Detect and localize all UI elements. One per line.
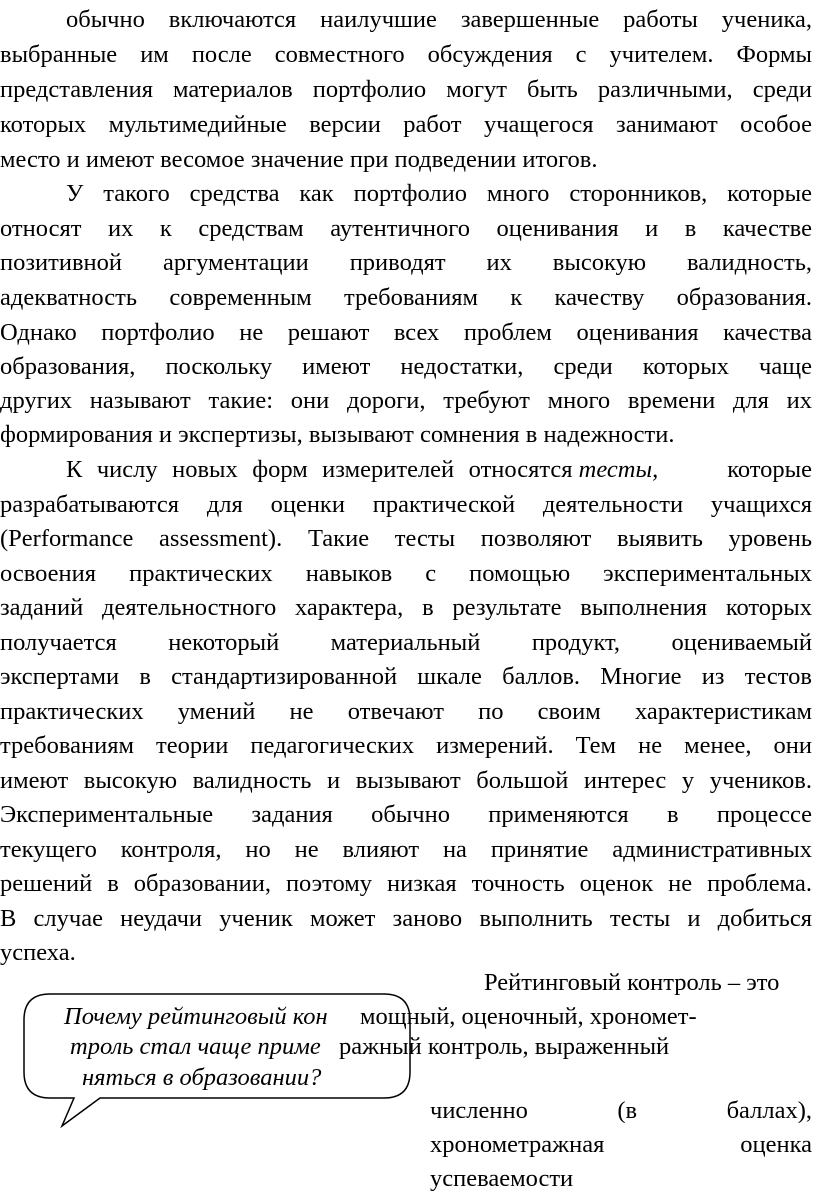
text-line: экспертами в стандартизированной шкале баллов. Многие из тестов — [0, 663, 812, 690]
text-line: требованиям теории педагогических измерений. Тем не менее, они — [0, 732, 812, 759]
callout-question-line: троль стал чаще приме — [70, 1033, 321, 1060]
text-line: место и имеют весомое значение при подведении итогов. — [0, 146, 598, 173]
text-line: образования, поскольку имеют недостатки, среди которых чаще — [0, 353, 812, 380]
text-line: относят их к средствам аутентичного оценивания и в качестве — [0, 215, 812, 242]
text-line — [66, 454, 812, 486]
text-line: освоения практических навыков с помощью экспериментальных — [0, 560, 812, 587]
text-line: получается некоторый материальный продукт, оцениваемый — [0, 629, 812, 656]
definition-line: хронометражная оценка — [430, 1131, 812, 1158]
callout-question-line: няться в образовании? — [82, 1064, 322, 1091]
text-line: других называют такие: они дороги, требуют много времени для их — [0, 387, 812, 414]
text-line: выбранные им после совместного обсуждения с учителем. Формы — [0, 41, 812, 68]
text-line: имеют высокую валидность и вызывают большой интерес у учеников. — [0, 767, 812, 794]
text-line: обычно включаются наилучшие завершенные работы ученика, — [66, 6, 812, 33]
text-line: адекватность современным требованиям к качеству образования. — [0, 284, 812, 311]
text-line: успеха. — [0, 939, 76, 966]
text-line: которых мультимедийные версии работ учащегося занимают особое — [0, 111, 812, 138]
text-line: решений в образовании, поэтому низкая точность оценок не проблема. — [0, 870, 812, 897]
text-line: текущего контроля, но не влияют на принятие административных — [0, 836, 812, 863]
definition-line: успеваемости — [430, 1165, 574, 1192]
text-line: формирования и экспертизы, вызывают сомнения в надежности. — [0, 421, 675, 448]
definition-line: Рейтинговый контроль – это — [484, 969, 780, 996]
text-line: практических умений не отвечают по своим характеристикам — [0, 698, 812, 725]
text-segment: которые — [721, 456, 812, 483]
definition-line: мощный, оценочный, хрономет- — [360, 1003, 697, 1030]
text-line: Однако портфолио не решают всех проблем оценивания качества — [0, 319, 812, 346]
callout-question-line: Почему рейтинговый кон — [64, 1003, 328, 1030]
definition-line: численно (в баллах), — [430, 1097, 812, 1124]
definition-line: ражный контроль, выраженный — [339, 1033, 670, 1060]
text-line: представления материалов портфолио могут быть различными, среди — [0, 76, 812, 103]
text-line: Экспериментальные задания обычно применяются в процессе — [0, 801, 812, 828]
text-line: (Performance assessment). Такие тесты позволяют выявить уровень — [0, 525, 812, 552]
text-line: позитивной аргументации приводят их высокую валидность, — [0, 249, 812, 276]
text-line: разрабатываются для оценки практической деятельности учащихся — [0, 491, 812, 518]
text-line: У такого средства как портфолио много сторонников, которые — [66, 180, 812, 207]
text-line: В случае неудачи ученик может заново выполнить тесты и добиться — [0, 905, 812, 932]
italic-term: тесты, — [578, 456, 659, 483]
text-segment: К числу новых форм измерителей относятся — [66, 456, 579, 483]
text-line: заданий деятельностного характера, в результате выполнения которых — [0, 594, 812, 621]
